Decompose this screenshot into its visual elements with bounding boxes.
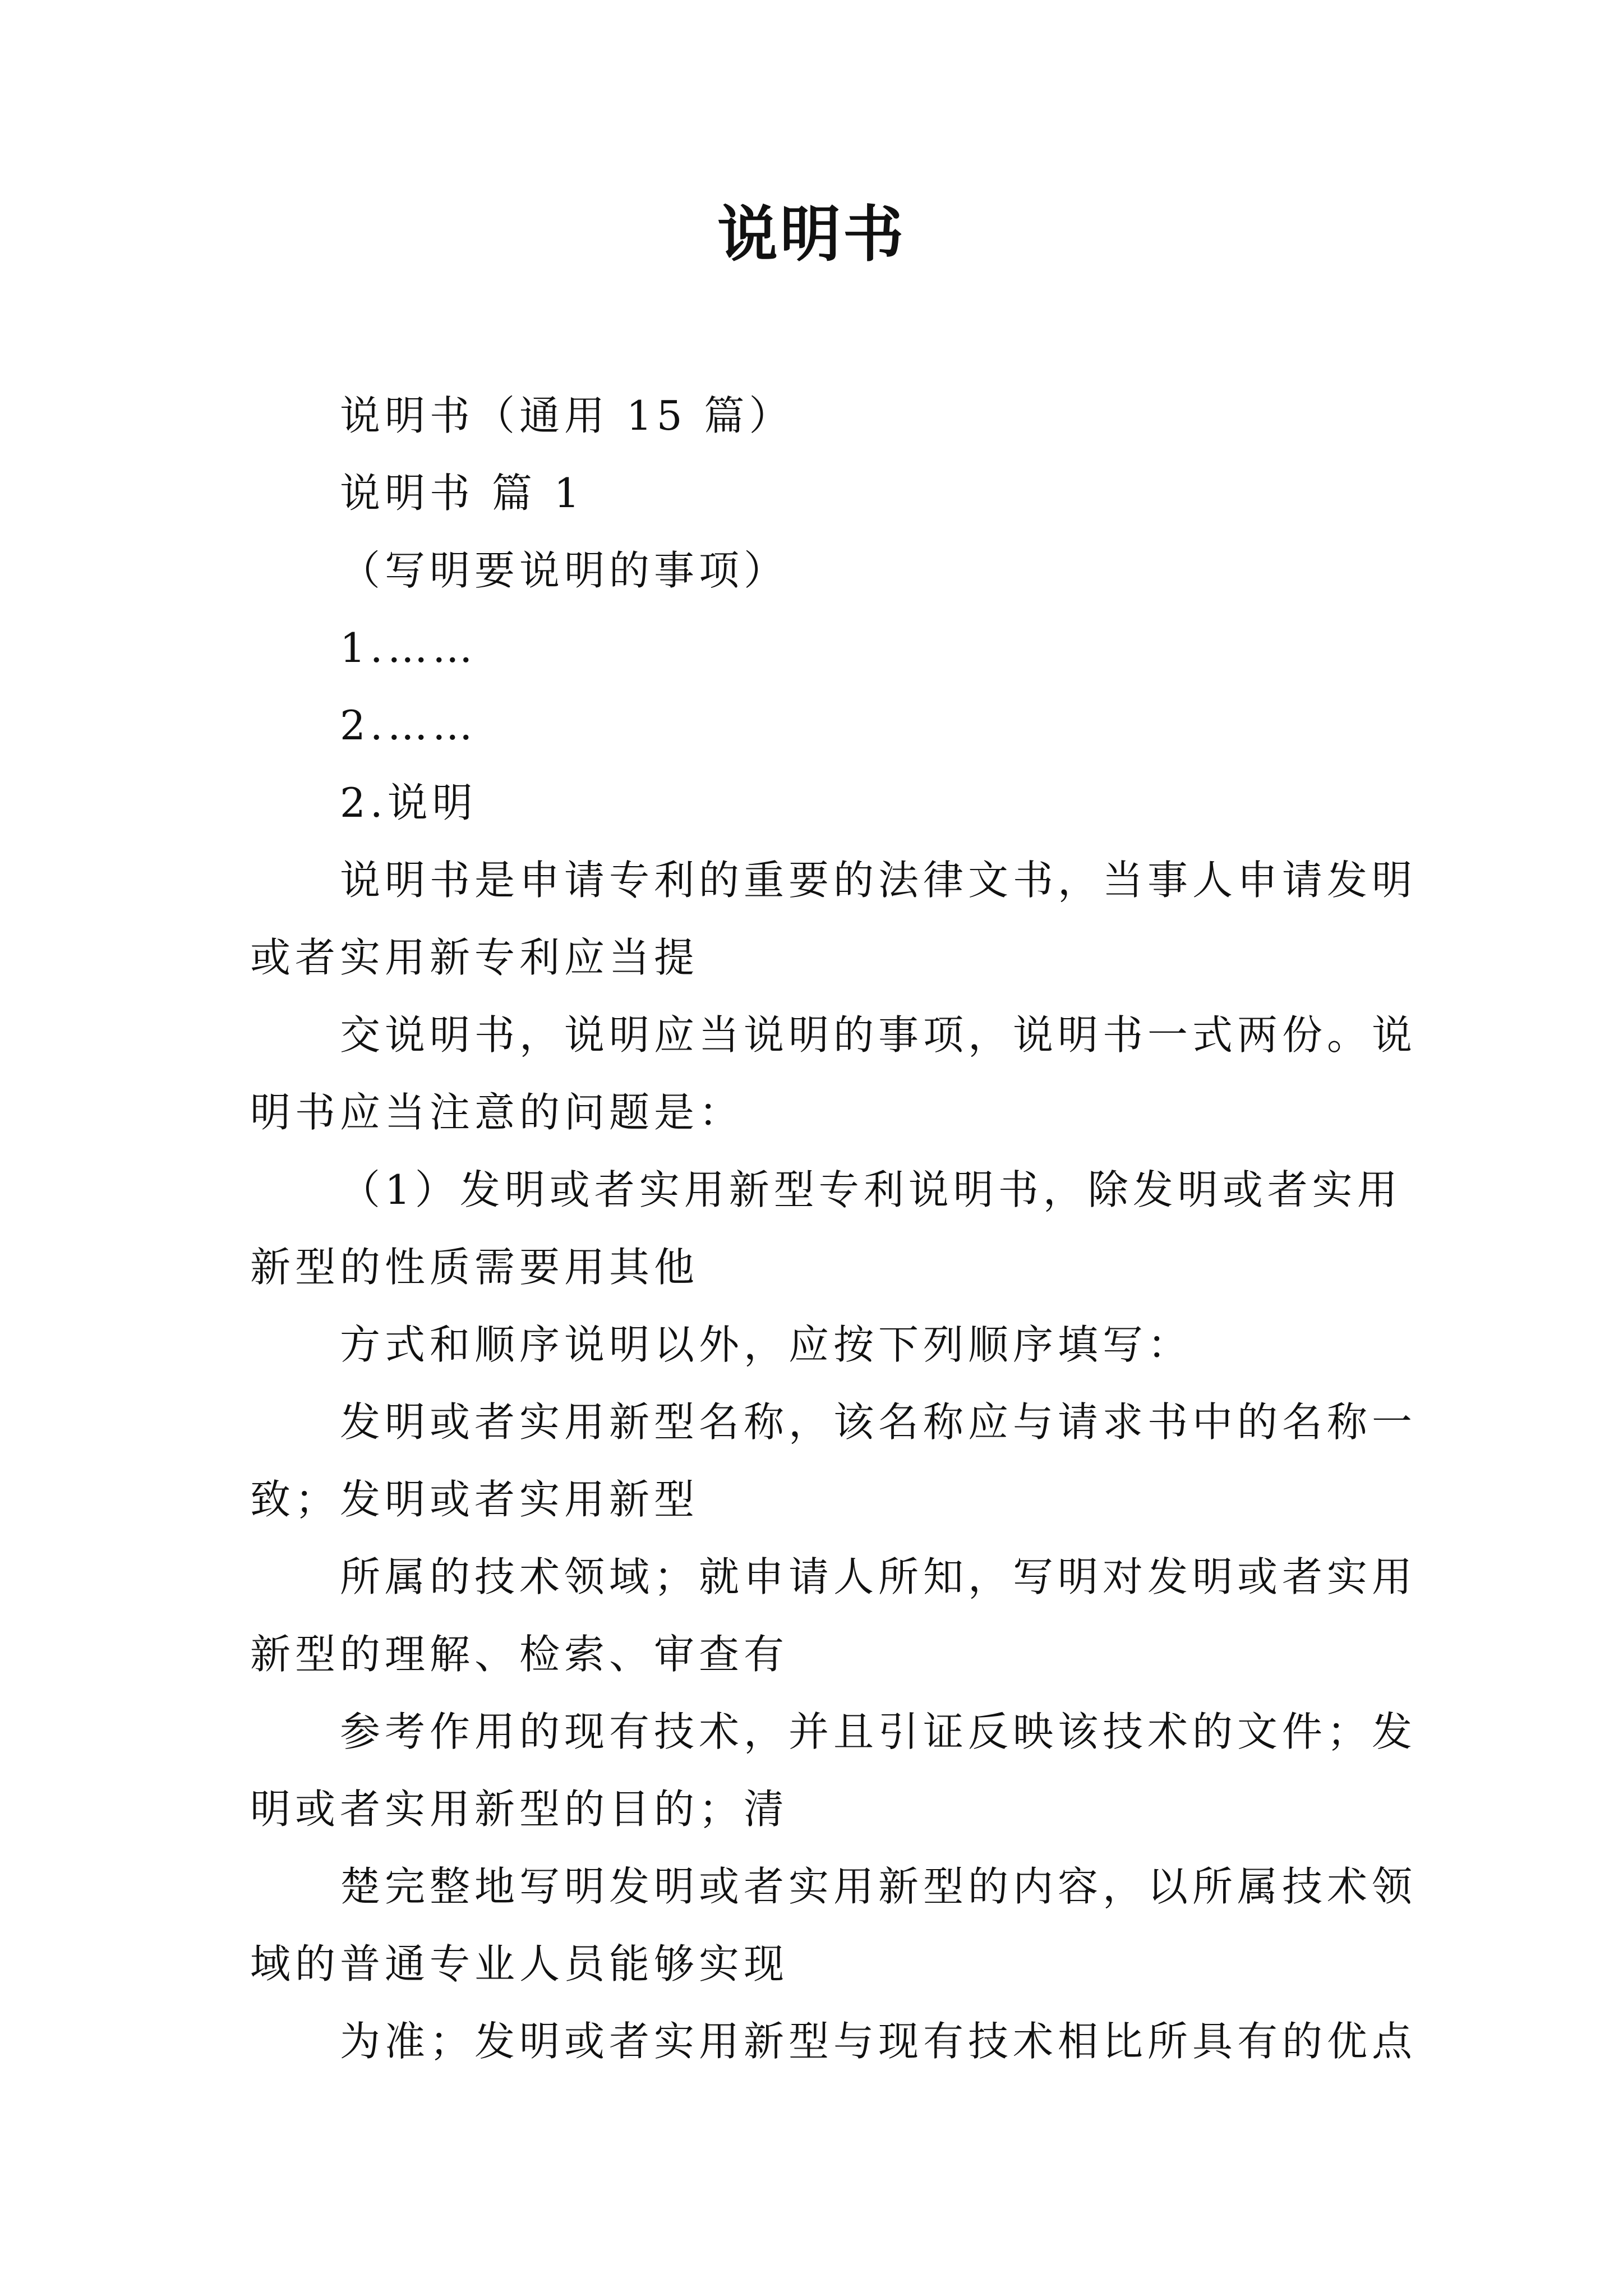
list-item: 1.…… <box>340 624 477 671</box>
subtitle-line: 说明书（通用 15 篇） <box>340 392 794 439</box>
body-line: （写明要说明的事项） <box>340 547 789 594</box>
paragraph-line: 楚完整地写明发明或者实用新型的内容，以所属技术领 <box>340 1863 1417 1910</box>
paragraph-line: 或者实用新专利应当提 <box>250 934 699 981</box>
paragraph-line: 方式和顺序说明以外，应按下列顺序填写： <box>340 1321 1193 1368</box>
paragraph-line: 参考作用的现有技术，并且引证反映该技术的文件；发 <box>340 1708 1417 1755</box>
paragraph-line: 发明或者实用新型名称，该名称应与请求书中的名称一 <box>340 1398 1417 1446</box>
document-title: 说明书 <box>717 199 906 270</box>
paragraph-line: 新型的理解、检索、审查有 <box>250 1631 789 1678</box>
paragraph-line: 交说明书，说明应当说明的事项，说明书一式两份。说 <box>340 1011 1417 1059</box>
paragraph-line: 所属的技术领域；就申请人所知，写明对发明或者实用 <box>340 1553 1417 1600</box>
paragraph-line: （1）发明或者实用新型专利说明书，除发明或者实用 <box>340 1166 1402 1213</box>
paragraph-line: 域的普通专业人员能够实现 <box>250 1940 789 1987</box>
paragraph-line: 明书应当注意的问题是： <box>250 1089 744 1136</box>
paragraph-line: 致；发明或者实用新型 <box>250 1476 699 1523</box>
list-item: 2.…… <box>340 702 477 749</box>
paragraph-line: 说明书是申请专利的重要的法律文书，当事人申请发明 <box>340 857 1417 904</box>
paragraph-line: 明或者实用新型的目的；清 <box>250 1786 789 1833</box>
list-item: 2.说明 <box>340 779 477 826</box>
section-heading: 说明书 篇 1 <box>340 470 584 517</box>
paragraph-line: 为准；发明或者实用新型与现有技术相比所具有的优点 <box>340 2018 1417 2065</box>
document-body <box>250 377 1417 2080</box>
paragraph-line: 新型的性质需要用其他 <box>250 1244 699 1291</box>
